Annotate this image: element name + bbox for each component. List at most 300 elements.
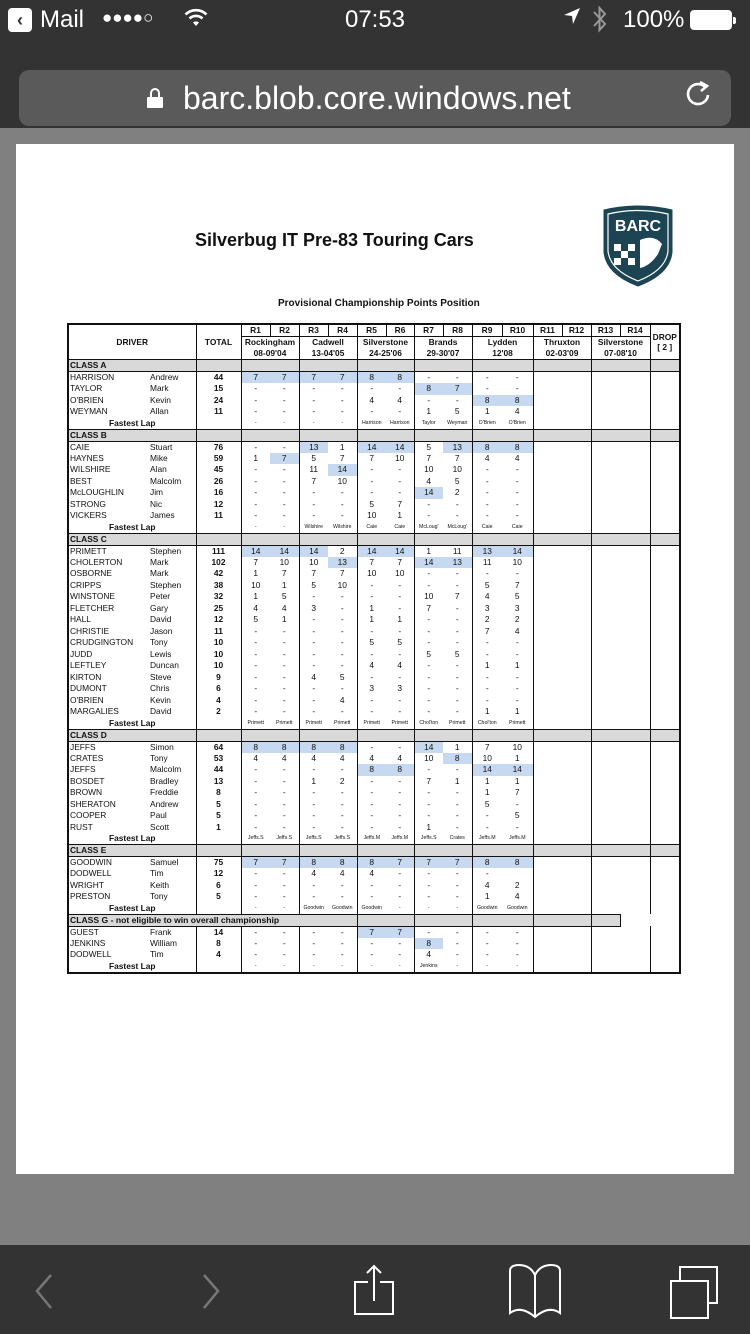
round-result bbox=[620, 626, 650, 638]
round-result: - bbox=[312, 614, 316, 625]
round-header-r5: R5 bbox=[357, 324, 386, 337]
round-result: 5 bbox=[443, 406, 472, 418]
round-result: 7 bbox=[270, 372, 299, 384]
browser-chrome bbox=[0, 40, 750, 128]
fastest-lap-driver: - bbox=[254, 523, 257, 530]
drop-cell bbox=[650, 568, 680, 580]
round-result: - bbox=[443, 626, 472, 638]
round-result bbox=[620, 464, 650, 476]
round-result bbox=[620, 510, 650, 522]
round-result: 4 bbox=[311, 868, 317, 879]
drop-cell bbox=[650, 833, 680, 845]
fastest-lap-driver: Primett bbox=[363, 719, 380, 726]
fastest-lap-driver: Jenkins bbox=[419, 962, 438, 969]
round-result: 10 bbox=[270, 557, 299, 569]
round-result: - bbox=[370, 949, 374, 960]
round-result: 7 bbox=[311, 475, 317, 486]
signal-icon: ●●●●○ bbox=[102, 8, 154, 27]
share-icon[interactable] bbox=[344, 1261, 404, 1321]
round-result: - bbox=[502, 476, 533, 488]
round-result: 1 bbox=[253, 452, 259, 463]
driver-last-name: CRUDGINGTON bbox=[70, 637, 134, 648]
driver-last-name: DODWELL bbox=[70, 868, 112, 879]
round-result bbox=[533, 949, 562, 961]
round-result bbox=[562, 395, 591, 407]
round-result bbox=[562, 753, 591, 765]
round-result: - bbox=[485, 926, 489, 937]
round-result bbox=[620, 822, 650, 834]
round-result bbox=[591, 441, 620, 453]
round-result: 1 bbox=[386, 510, 414, 522]
round-result: - bbox=[427, 764, 431, 775]
round-result: 1 bbox=[328, 441, 357, 453]
round-result: - bbox=[427, 868, 431, 879]
fastest-lap-driver: Harrison bbox=[386, 418, 414, 430]
driver-last-name: KIRTON bbox=[70, 671, 102, 682]
round-result: 4 bbox=[386, 395, 414, 407]
driver-first-name: Malcolm bbox=[146, 476, 196, 488]
round-result bbox=[620, 406, 650, 418]
driver-row bbox=[68, 637, 680, 649]
back-icon[interactable] bbox=[14, 1261, 74, 1321]
driver-total: 12 bbox=[196, 614, 241, 626]
round-result: - bbox=[312, 498, 316, 509]
round-result: - bbox=[485, 487, 489, 498]
round-result bbox=[562, 695, 591, 707]
round-result: - bbox=[427, 579, 431, 590]
round-result: - bbox=[254, 671, 258, 682]
total-header: TOTAL bbox=[196, 324, 241, 360]
round-result: - bbox=[270, 660, 299, 672]
class-header-cell bbox=[472, 845, 533, 857]
round-result: - bbox=[328, 822, 357, 834]
round-result: - bbox=[328, 499, 357, 511]
round-result: - bbox=[427, 694, 431, 705]
round-result: - bbox=[485, 475, 489, 486]
driver-last-name: MARGALIES bbox=[70, 706, 119, 717]
round-result: - bbox=[443, 568, 472, 580]
class-header-cell bbox=[472, 429, 533, 441]
fastest-lap-driver: Goodwin bbox=[502, 903, 533, 915]
round-result: - bbox=[386, 787, 414, 799]
round-result bbox=[562, 580, 591, 592]
driver-row bbox=[68, 568, 680, 580]
round-result bbox=[591, 926, 620, 938]
round-result bbox=[533, 776, 562, 788]
round-result: - bbox=[443, 395, 472, 407]
driver-last-name: HALL bbox=[70, 614, 91, 625]
round-result: - bbox=[443, 603, 472, 615]
address-bar[interactable] bbox=[19, 70, 731, 126]
round-result: - bbox=[270, 683, 299, 695]
round-result: 2 bbox=[502, 880, 533, 892]
reload-icon[interactable] bbox=[683, 76, 713, 119]
round-result: 8 bbox=[472, 395, 502, 407]
round-result bbox=[533, 626, 562, 638]
fastest-lap-driver: - bbox=[312, 419, 315, 426]
round-result: 1 bbox=[369, 614, 375, 625]
round-result: - bbox=[270, 406, 299, 418]
fastest-lap-driver bbox=[591, 833, 620, 845]
driver-row bbox=[68, 891, 680, 903]
driver-header: DRIVER bbox=[68, 324, 196, 360]
driver-first-name: Tony bbox=[146, 891, 196, 903]
venue-date: 24-25'06 bbox=[357, 348, 414, 360]
round-result bbox=[562, 406, 591, 418]
round-result: 1 bbox=[484, 406, 490, 417]
round-result: 2 bbox=[443, 487, 472, 499]
driver-last-name: GUEST bbox=[70, 926, 99, 937]
venue-date: 13-04'05 bbox=[299, 348, 357, 360]
drop-cell bbox=[650, 961, 680, 973]
fastest-lap-label: Fastest Lap bbox=[68, 718, 196, 730]
driver-total: 8 bbox=[196, 787, 241, 799]
round-result: - bbox=[386, 822, 414, 834]
drop-cell bbox=[650, 580, 680, 592]
round-result: 7 bbox=[311, 568, 317, 579]
drop-cell bbox=[650, 660, 680, 672]
round-result: 14 bbox=[414, 557, 443, 569]
round-result: - bbox=[370, 591, 374, 602]
round-result: 4 bbox=[369, 868, 375, 879]
round-result: 13 bbox=[328, 557, 357, 569]
fastest-lap-driver bbox=[591, 522, 620, 534]
round-result: 4 bbox=[502, 891, 533, 903]
round-result bbox=[591, 637, 620, 649]
round-result: - bbox=[270, 649, 299, 661]
round-result bbox=[533, 591, 562, 603]
round-result: 14 bbox=[414, 741, 443, 753]
round-result: - bbox=[312, 383, 316, 394]
driver-total: 12 bbox=[196, 499, 241, 511]
round-result: - bbox=[270, 764, 299, 776]
fastest-lap-driver: O'Brien bbox=[478, 419, 496, 426]
round-result: - bbox=[270, 822, 299, 834]
round-result: 3 bbox=[311, 602, 317, 613]
round-result: - bbox=[443, 706, 472, 718]
round-result bbox=[533, 706, 562, 718]
round-result bbox=[562, 649, 591, 661]
driver-total: 1 bbox=[196, 822, 241, 834]
round-result: 8 bbox=[386, 764, 414, 776]
round-result: 1 bbox=[426, 406, 432, 417]
round-result bbox=[620, 787, 650, 799]
round-result: 4 bbox=[328, 695, 357, 707]
round-result: 11 bbox=[443, 545, 472, 557]
round-result: - bbox=[502, 822, 533, 834]
championship-table bbox=[67, 323, 681, 974]
round-result: - bbox=[254, 487, 258, 498]
round-result: - bbox=[502, 938, 533, 950]
round-result: - bbox=[312, 510, 316, 521]
round-result: 4 bbox=[502, 406, 533, 418]
back-app-label[interactable]: Mail bbox=[40, 6, 85, 33]
round-result: 7 bbox=[426, 452, 432, 463]
round-result bbox=[620, 695, 650, 707]
round-result bbox=[591, 741, 620, 753]
driver-row bbox=[68, 453, 680, 465]
round-result bbox=[620, 949, 650, 961]
round-result: 14 bbox=[472, 764, 502, 776]
driver-first-name: Tim bbox=[146, 949, 196, 961]
round-result bbox=[591, 787, 620, 799]
driver-row bbox=[68, 741, 680, 753]
round-result: - bbox=[485, 810, 489, 821]
round-result bbox=[591, 487, 620, 499]
driver-first-name: Freddie bbox=[146, 787, 196, 799]
fastest-lap-driver: Primett bbox=[386, 718, 414, 730]
class-header-row bbox=[68, 845, 680, 857]
driver-last-name: O'BRIEN bbox=[70, 394, 104, 405]
drop-label: DROP bbox=[652, 332, 677, 342]
round-result: - bbox=[270, 383, 299, 395]
driver-last-name: BROWN bbox=[70, 787, 103, 798]
round-result: - bbox=[270, 487, 299, 499]
round-result: - bbox=[270, 949, 299, 961]
round-result bbox=[620, 649, 650, 661]
fastest-lap-driver: - bbox=[254, 419, 257, 426]
round-result bbox=[620, 926, 650, 938]
class-header-cell bbox=[591, 360, 650, 372]
round-result bbox=[620, 441, 650, 453]
round-result: - bbox=[312, 764, 316, 775]
fastest-lap-driver: Caie bbox=[481, 523, 493, 530]
round-result: 10 bbox=[386, 453, 414, 465]
driver-total: 44 bbox=[196, 372, 241, 384]
driver-first-name: David bbox=[146, 614, 196, 626]
driver-total: 24 bbox=[196, 395, 241, 407]
driver-total: 26 bbox=[196, 476, 241, 488]
round-result bbox=[562, 776, 591, 788]
round-result bbox=[620, 372, 650, 384]
round-result: - bbox=[254, 926, 258, 937]
round-result: - bbox=[370, 810, 374, 821]
round-result: 7 bbox=[241, 372, 270, 384]
back-to-app-icon[interactable]: ‹ bbox=[8, 8, 32, 32]
driver-first-name: Kevin bbox=[146, 695, 196, 707]
pdf-page: Silverbug IT Pre-83 Touring Cars BARC Provisional Championship Points Position DRIVER TOTAL R1 R2 R3 R4 R5 R6 R7 R8 R9 R10 R11 R12 R13 R14 DROP [ 2 ] Rockingham Cadwell Silverstone Brands Lydden Thruxton Silverstone 08-09'04 13-04'05 24-25'06 29-30'07 12'08 02-03'09 07-08'10 CLASS A HARRISON Andrew 44 7 7 7 7 8 8 - - - - TAYLOR Mark 15 - - - - - - 8 7 - - O'BRIEN Kevin 24 - - - - 4 4 - - 8 8 WEYMAN Allan 11 - - - - - - 1 5 1 4 Fastest Lap - - - - Harrison Harrison Taylor Weyman O'Brien O'Brien CLASS B CAIE Stuart 76 - - 13 1 14 14 5 13 8 8 HAYNES Mike 59 1 7 5 7 7 10 7 7 4 4 WILSHIRE Alan 45 - - 11 14 - - 10 10 - - BEST Malcolm 26 - - 7 10 - - 4 5 - - McLOUGHLIN Jim 16 - - - - - - 14 2 - - STRONG Nic 12 - - - - 5 7 - - - - VICKERS James 11 - - - - 10 1 - - - - Fastest Lap - - Wilshire Wilshire Caie Caie McLoug' McLoug' Caie Caie CLASS C PRIMETT Stephen 111 14 14 14 2 14 14 1 11 13 14 CHOLERTON Mark 102 7 10 10 13 7 7 14 13 11 10 OSBORNE Mark 42 1 7 7 7 10 10 - - - - CRIPPS Stephen 38 10 1 5 10 - - - - 5 7 WINSTONE Peter 32 1 5 - - - - 10 7 4 5 FLETCHER Gary 25 4 4 3 - 1 - 7 - 3 3 HALL David 12 5 1 - - 1 1 - - 2 2 CHRISTIE Jason 11 - - - - - - - - 7 4 CRUDGINGTON Tony 10 - - - - 5 5 - - - - JUDD Lewis 10 - - - - - - 5 5 - - LEFTLEY Duncan 10 - - - - 4 4 - - 1 1 KIRTON Steve 9 - - 4 5 - - - - - - DUMONT Chris 6 - - - - 3 3 - - - - O'BRIEN Kevin 4 - - - 4 - - - - - - MARGALIES David 2 - - - - - - - - 1 1 Fastest Lap Primett Primett Primett Primett Primett Primett Chol'ton Primett Chol'ton Primett CLASS D JEFFS Simon 64 8 8 8 8 - - 14 1 7 10 CRATES Tony 53 4 4 4 4 4 4 10 8 10 1 JEFFS Malcolm 44 - - - - 8 8 - - 14 14 BOSDET Bradley 13 - - 1 2 - - 7 1 1 1 BROWN Freddie 8 - - - - - - - - 1 7 SHERATON Andrew 5 - - - - - - - - 5 - COOPER Paul 5 - - - - - - - - - 5 RUST Scott 1 - - - - - - 1 - - - Fastest Lap Jeffs.S Jeffs.S Jeffs.S Jeffs.S Jeffs.M Jeffs.M Jeffs.S Crates Jeffs.M Jeffs.M CLASS E GOODWIN Samuel 75 7 7 8 8 8 7 7 7 8 8 DODWELL Tim 12 - - 4 4 4 - - - - WRIGHT Keith 6 - - - - - - - - 4 2 PRESTON Tony 5 - - - - - - - - 1 4 Fastest Lap - - Goodwin Goodwin Goodwin - - - Goodwin Goodwin CLASS G - not eligible to win overall championship GUEST Frank 14 - - - - 7 7 - - - - JENKINS William 8 - - - - - - 8 - - - DODWELL Tim 4 - - - - - - 4 - - - Fastest Lap - - - - - - Jenkins - - - bbox=[16, 144, 734, 1174]
driver-row bbox=[68, 683, 680, 695]
round-result: - bbox=[254, 879, 258, 890]
round-result: 2 bbox=[328, 776, 357, 788]
round-result: 5 bbox=[270, 591, 299, 603]
round-result: - bbox=[254, 510, 258, 521]
round-result: 5 bbox=[502, 591, 533, 603]
round-result bbox=[533, 741, 562, 753]
round-result: - bbox=[485, 671, 489, 682]
fastest-lap-driver bbox=[620, 833, 650, 845]
class-header-cell bbox=[196, 533, 241, 545]
class-header-row bbox=[68, 729, 680, 741]
driver-last-name: FLETCHER bbox=[70, 602, 115, 613]
venue-date: 02-03'09 bbox=[533, 348, 591, 360]
round-result: - bbox=[427, 810, 431, 821]
round-result bbox=[533, 603, 562, 615]
bookmarks-icon[interactable] bbox=[505, 1261, 565, 1321]
round-result bbox=[562, 476, 591, 488]
browser-toolbar bbox=[0, 1245, 750, 1334]
round-result: - bbox=[312, 694, 316, 705]
drop-cell bbox=[650, 545, 680, 557]
driver-total: 12 bbox=[196, 868, 241, 880]
round-result: 5 bbox=[369, 637, 375, 648]
round-result bbox=[620, 395, 650, 407]
round-result: - bbox=[485, 949, 489, 960]
round-result: - bbox=[502, 510, 533, 522]
drop-cell bbox=[650, 799, 680, 811]
driver-first-name: Stephen bbox=[146, 580, 196, 592]
round-result: - bbox=[370, 694, 374, 705]
round-result bbox=[562, 603, 591, 615]
driver-total: 10 bbox=[196, 649, 241, 661]
drop-cell bbox=[650, 649, 680, 661]
round-result: - bbox=[443, 764, 472, 776]
round-result: 3 bbox=[502, 603, 533, 615]
round-result bbox=[591, 660, 620, 672]
round-result: - bbox=[386, 799, 414, 811]
round-header-r7: R7 bbox=[414, 324, 443, 337]
round-result bbox=[562, 487, 591, 499]
venue-name: Cadwell bbox=[299, 337, 357, 349]
round-result bbox=[533, 683, 562, 695]
tabs-icon[interactable] bbox=[664, 1261, 724, 1321]
round-result: - bbox=[443, 787, 472, 799]
round-result bbox=[533, 810, 562, 822]
round-result: - bbox=[254, 891, 258, 902]
round-result: 10 bbox=[367, 568, 377, 579]
fastest-lap-driver: Primett bbox=[305, 719, 322, 726]
round-result: 7 bbox=[270, 857, 299, 869]
class-header-cell bbox=[414, 729, 472, 741]
round-result: - bbox=[386, 880, 414, 892]
round-result bbox=[562, 626, 591, 638]
class-header-cell bbox=[472, 533, 533, 545]
round-result: - bbox=[502, 695, 533, 707]
driver-row bbox=[68, 395, 680, 407]
driver-last-name: HARRISON bbox=[70, 372, 115, 382]
fastest-lap-driver bbox=[620, 522, 650, 534]
bluetooth-icon bbox=[592, 5, 608, 40]
round-result: 5 bbox=[311, 452, 317, 463]
fastest-lap-driver: Harrison bbox=[361, 419, 382, 426]
round-result: - bbox=[312, 879, 316, 890]
round-result bbox=[562, 453, 591, 465]
round-result: 7 bbox=[386, 857, 414, 869]
round-result bbox=[591, 383, 620, 395]
round-result: 4 bbox=[502, 453, 533, 465]
round-result: 10 bbox=[443, 464, 472, 476]
round-result: 4 bbox=[369, 394, 375, 405]
fastest-lap-total bbox=[196, 718, 241, 730]
driver-last-name: McLOUGHLIN bbox=[70, 487, 124, 498]
round-result: - bbox=[328, 683, 357, 695]
round-result: - bbox=[328, 626, 357, 638]
driver-last-name: CHRISTIE bbox=[70, 625, 110, 636]
round-header-r12: R12 bbox=[562, 324, 591, 337]
class-header-cell bbox=[533, 533, 591, 545]
url-text[interactable]: barc.blob.core.windows.net bbox=[183, 80, 571, 116]
round-result bbox=[620, 810, 650, 822]
fastest-lap-driver: Jeffs.M bbox=[386, 833, 414, 845]
round-result bbox=[562, 949, 591, 961]
round-result bbox=[591, 499, 620, 511]
driver-first-name: Mark bbox=[146, 383, 196, 395]
round-result: - bbox=[427, 568, 431, 579]
class-header-cell bbox=[472, 914, 533, 926]
round-result: 7 bbox=[414, 857, 443, 869]
round-result: - bbox=[270, 787, 299, 799]
round-result: - bbox=[328, 660, 357, 672]
round-result: 7 bbox=[369, 452, 375, 463]
fastest-lap-driver bbox=[620, 418, 650, 430]
fastest-lap-driver: Jeffs.M bbox=[478, 835, 496, 841]
forward-icon[interactable] bbox=[181, 1261, 241, 1321]
driver-total: 11 bbox=[196, 510, 241, 522]
driver-row bbox=[68, 822, 680, 834]
fastest-lap-driver bbox=[591, 718, 620, 730]
round-result bbox=[620, 660, 650, 672]
driver-first-name: Alan bbox=[146, 464, 196, 476]
round-result: 8 bbox=[357, 857, 386, 869]
round-result: 5 bbox=[311, 579, 317, 590]
round-result: - bbox=[254, 937, 258, 948]
round-result: 7 bbox=[328, 453, 357, 465]
round-result bbox=[591, 799, 620, 811]
drop-cell bbox=[650, 637, 680, 649]
driver-last-name: CAIE bbox=[70, 441, 90, 452]
driver-last-name: JUDD bbox=[70, 648, 93, 659]
round-result: - bbox=[254, 498, 258, 509]
round-result: - bbox=[328, 891, 357, 903]
fastest-lap-driver: - bbox=[328, 961, 357, 973]
fastest-lap-row bbox=[68, 903, 680, 915]
round-result: 5 bbox=[426, 648, 432, 659]
round-result: - bbox=[370, 775, 374, 786]
driver-last-name: BOSDET bbox=[70, 775, 105, 786]
round-result: - bbox=[328, 637, 357, 649]
round-result: - bbox=[386, 603, 414, 615]
round-result bbox=[591, 453, 620, 465]
driver-total: 9 bbox=[196, 672, 241, 684]
page-viewport[interactable] bbox=[0, 128, 750, 1245]
round-result bbox=[533, 510, 562, 522]
round-result bbox=[533, 695, 562, 707]
round-result: - bbox=[270, 464, 299, 476]
fastest-lap-driver bbox=[562, 418, 591, 430]
drop-cell bbox=[650, 591, 680, 603]
driver-last-name: PRESTON bbox=[70, 891, 111, 902]
battery-icon bbox=[690, 10, 732, 30]
fastest-lap-driver bbox=[620, 903, 650, 915]
round-result: 8 bbox=[241, 741, 270, 753]
round-result bbox=[620, 476, 650, 488]
round-result: 14 bbox=[299, 545, 328, 557]
round-result: 7 bbox=[253, 556, 259, 567]
round-result bbox=[591, 683, 620, 695]
round-result: - bbox=[370, 706, 374, 717]
round-result bbox=[591, 753, 620, 765]
class-header-cell bbox=[299, 729, 357, 741]
round-result: 7 bbox=[443, 857, 472, 869]
driver-total: 8 bbox=[196, 938, 241, 950]
fastest-lap-driver bbox=[591, 418, 620, 430]
drop-cell bbox=[650, 418, 680, 430]
class-header-cell bbox=[196, 429, 241, 441]
fastest-lap-driver bbox=[591, 961, 620, 973]
driver-first-name: Steve bbox=[146, 672, 196, 684]
driver-first-name: Tim bbox=[146, 868, 196, 880]
round-result: - bbox=[386, 810, 414, 822]
